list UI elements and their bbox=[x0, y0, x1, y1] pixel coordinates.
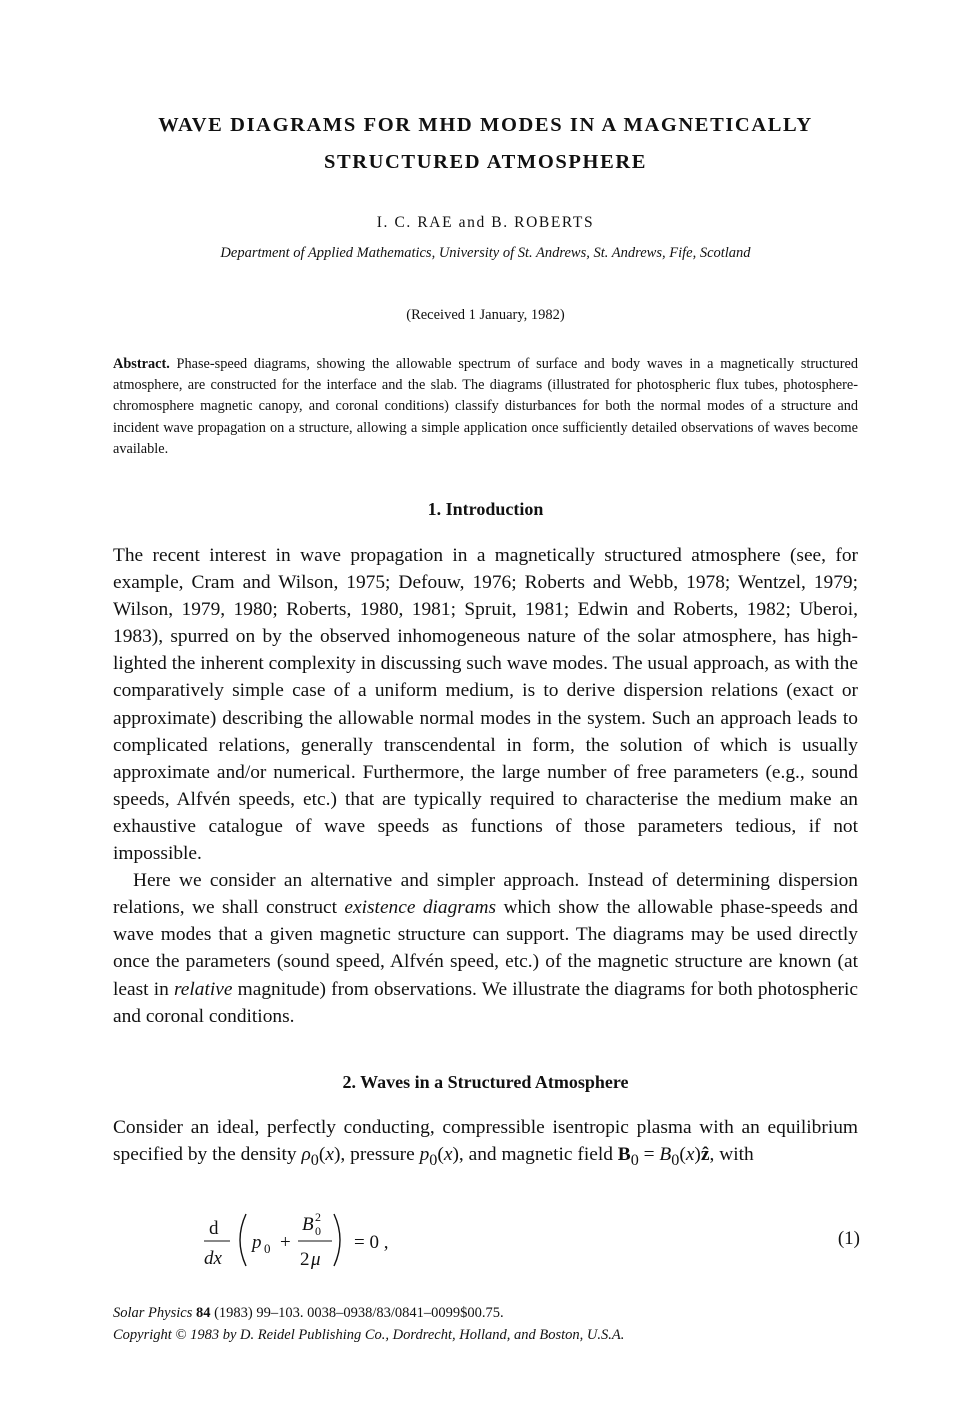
svg-text:dx: dx bbox=[204, 1248, 222, 1269]
svg-text:B: B bbox=[302, 1214, 314, 1235]
received-date: (Received 1 January, 1982) bbox=[406, 307, 565, 323]
introduction-body bbox=[113, 542, 858, 1030]
intro-paragraph-2: Here we consider an alternative and simpler approach. Instead of determining dispersion relations, we shall construct existence diagrams which show the allowable phase-speeds and wave modes that a given magnetic structure can support. The diagrams may be used directly once the parameters (sound speed, Alfvén speed, etc.) of the magnetic structure are known (at least in relative magnitude) from observations. We illustrate the diagrams for both photospheric and coronal conditions. bbox=[113, 870, 858, 1027]
svg-text:0: 0 bbox=[264, 1241, 271, 1256]
svg-text:d: d bbox=[209, 1218, 219, 1239]
affiliation: Department of Applied Mathematics, University of St. Andrews, St. Andrews, Fife, Scotland bbox=[220, 245, 751, 261]
section-2-heading: 2. Waves in a Structured Atmosphere bbox=[342, 1072, 629, 1092]
abstract-label: Abstract. bbox=[113, 356, 170, 372]
title-line-2: STRUCTURED ATMOSPHERE bbox=[323, 151, 648, 173]
waves-body bbox=[113, 1114, 858, 1174]
svg-text:0: 0 bbox=[315, 1224, 321, 1238]
page-footer bbox=[113, 1302, 858, 1346]
equation-number: (1) bbox=[837, 1228, 860, 1249]
waves-paragraph-1: Consider an ideal, perfectly conducting, compressible isentropic plasma with an equilibrium specified by the density $\rho_0(x)$, pressure $p_0(x)$, and magnetic field $B_0$ = $B_0(x)ẑ$, with bbox=[113, 1117, 858, 1169]
svg-text:μ: μ bbox=[311, 1249, 321, 1270]
svg-text:+: + bbox=[280, 1232, 291, 1253]
equation-1-formula bbox=[200, 1208, 500, 1272]
svg-text:= 0 ,: = 0 , bbox=[354, 1232, 389, 1253]
equation-1 bbox=[200, 1208, 860, 1272]
abstract bbox=[113, 354, 858, 460]
svg-text:2: 2 bbox=[315, 1210, 321, 1224]
svg-text:p: p bbox=[252, 1232, 262, 1253]
paper-title bbox=[113, 107, 858, 181]
authors: I. C. RAE and B. ROBERTS bbox=[376, 214, 595, 231]
title-line-1: WAVE DIAGRAMS FOR MHD MODES IN A MAGNETICALLY bbox=[158, 114, 813, 136]
abstract-text: Phase-speed diagrams, showing the allowable spectrum of surface and body waves in a magnetically structured atmosphere, are constructed for the interface and the slab. The diagrams (illustrated for photospheric flux tubes, photosphere-chromosphere magnetic canopy, and coronal conditions) classify disturbances for both the normal modes of a structure and incident wave propagation on a structure, allowing a simple application once sufficiently detailed observations of waves become available. bbox=[113, 356, 858, 457]
copyright-line: Copyright © 1983 by D. Reidel Publishing Co., Dordrecht, Holland, and Boston, U.S.A. bbox=[113, 1327, 625, 1343]
section-1-heading: 1. Introduction bbox=[427, 499, 544, 519]
svg-text:2: 2 bbox=[300, 1249, 310, 1270]
intro-paragraph-1: The recent interest in wave propagation in a magnetically structured atmosphere (see, for example, Cram and Wilson, 1975; Defouw, 1976; Roberts and Webb, 1978; Wentzel, 1979; Wilson, 1979, 1980; Roberts, 1980, 1981; Spruit, 1981; Edwin and Roberts, 1982; Uberoi, 1983), spurred on by the observed inhomogeneous nature of the solar atmosphere, has high-lighted the inherent complexity in discussing such wave modes. The usual approach, as with the comparatively simple case of a uniform medium, is to derive dispersion relations (exact or approximate) describing the allowable normal modes in the system. Such an approach leads to complicated relations, generally transcendental in form, the solution of which is usually approximate and/or numerical. Furthermore, the large number of free parameters (e.g., sound speeds, Alfvén speeds, etc.) that are typically required to characterise the medium make an exhaustive catalogue of wave speeds as functions of those parameters tedious, if not impossible. bbox=[113, 545, 858, 865]
citation-line: Solar Physics 84 (1983) 99–103. 0038–0938/83/0841–0099$00.75. bbox=[113, 1305, 504, 1321]
